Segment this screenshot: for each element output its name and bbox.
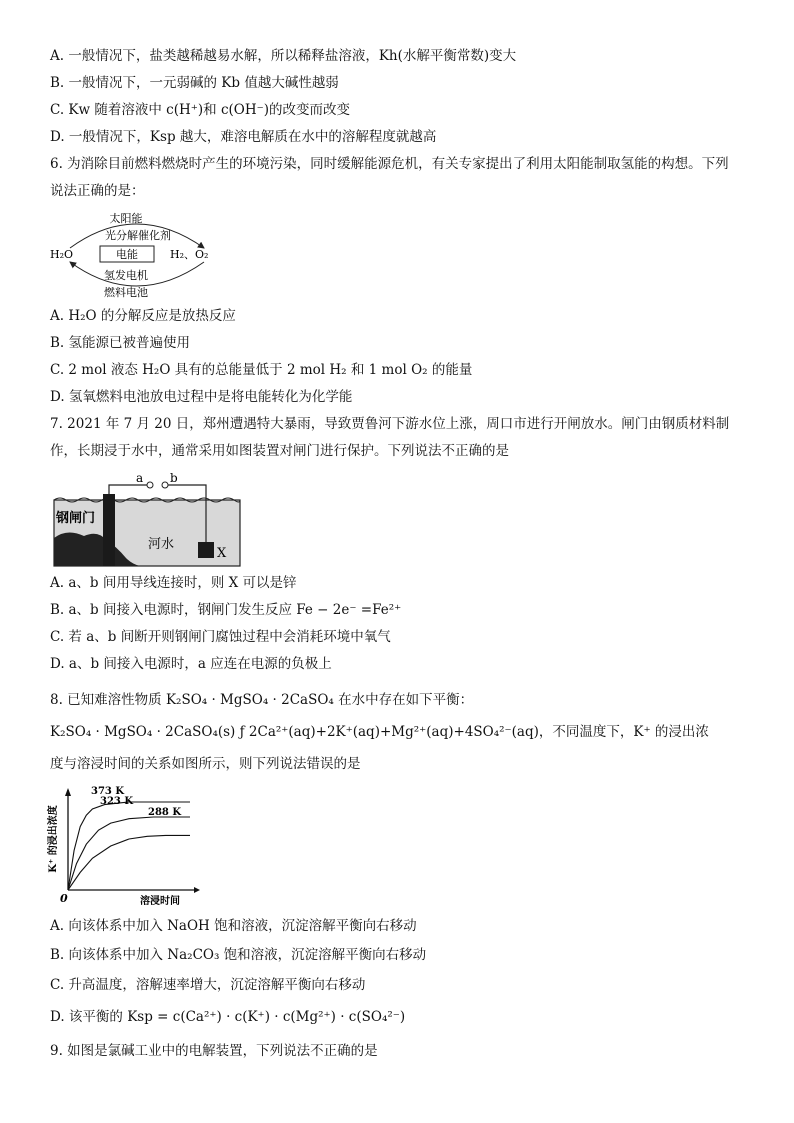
label-gate: 钢闸门 xyxy=(56,511,96,526)
q8-option-c: C. 升高温度，溶解速率增大，沉淀溶解平衡向右移动 xyxy=(50,977,366,993)
chart-y-axis-arrow xyxy=(65,788,71,796)
diagram-label-electricity: 电能 xyxy=(116,248,138,261)
diagram-label-catalyst: 光分解催化剂 xyxy=(105,229,171,242)
q6-option-b: B. 氢能源已被普遍使用 xyxy=(50,335,191,351)
label-a: a xyxy=(136,471,144,485)
chart-origin-label: 0 xyxy=(60,892,68,905)
chart-y-axis-label: K⁺ 的浸出浓度 xyxy=(48,805,59,873)
electrode-x xyxy=(198,542,214,558)
chart-x-axis-arrow xyxy=(194,887,200,893)
q7-sluice-gate-diagram xyxy=(52,466,242,568)
q7-option-d: D. a、b 间接入电源时，a 应连在电源的负极上 xyxy=(50,656,332,672)
series-label-323-k: 323 K xyxy=(100,796,134,807)
q6-option-a: A. H₂O 的分解反应是放热反应 xyxy=(50,308,236,324)
series-label-373-k: 373 K xyxy=(91,786,125,797)
q6-stem-line-2: 说法正确的是： xyxy=(50,183,145,199)
label-river: 河水 xyxy=(148,537,175,552)
q8-stem-line-3: 度与溶浸时间的关系如图所示，则下列说法错误的是 xyxy=(50,756,361,772)
q8-stem-line-1: 8. 已知难溶性物质 K₂SO₄ · MgSO₄ · 2CaSO₄ 在水中存在如下平衡： xyxy=(50,692,474,708)
terminal-a xyxy=(147,482,153,488)
q7-stem-line-1: 7. 2021 年 7 月 20 日，郑州遭遇特大暴雨，导致贾鲁河下游水位上涨，周口市进行开闸放水。闸门由钢质材料制 xyxy=(50,416,730,432)
q7-option-c: C. 若 a、b 间断开则钢闸门腐蚀过程中会消耗环境中氧气 xyxy=(50,629,391,645)
diagram-label-products: H₂、O₂ xyxy=(170,248,209,261)
q8-option-a: A. 向该体系中加入 NaOH 饱和溶液，沉淀溶解平衡向右移动 xyxy=(50,918,417,934)
q5-option-b: B. 一般情况下，一元弱碱的 Kb 值越大碱性越弱 xyxy=(50,75,339,91)
diagram-label-water: H₂O xyxy=(50,248,74,261)
q7-option-a: A. a、b 间用导线连接时，则 X 可以是锌 xyxy=(50,575,297,591)
q8-leaching-chart xyxy=(44,784,204,908)
label-b: b xyxy=(170,471,178,485)
q5-option-a: A. 一般情况下，盐类越稀越易水解，所以稀释盐溶液，Kh(水解平衡常数)变大 xyxy=(50,48,517,64)
q8-stem-line-2: K₂SO₄ · MgSO₄ · 2CaSO₄(s) ƒ 2Ca²⁺(aq)+2K⁺(aq)+Mg²⁺(aq)+4SO₄²⁻(aq)，不同温度下，K⁺ 的浸出浓 xyxy=(50,724,709,740)
q5-option-d: D. 一般情况下，Ksp 越大，难溶电解质在水中的溶解程度就越高 xyxy=(50,129,437,145)
steel-gate xyxy=(103,494,115,566)
diagram-label-generator: 氢发电机 xyxy=(104,269,148,282)
chart-x-axis-label: 溶浸时间 xyxy=(140,896,180,907)
series-label-288-k: 288 K xyxy=(148,807,182,818)
q5-option-c: C. Kw 随着溶液中 c(H⁺)和 c(OH⁻)的改变而改变 xyxy=(50,102,350,118)
q8-option-d: D. 该平衡的 Ksp = c(Ca²⁺) · c(K⁺) · c(Mg²⁺) · c(SO₄²⁻) xyxy=(50,1009,406,1025)
q7-stem-line-2: 作，长期浸于水中，通常采用如图装置对闸门进行保护。下列说法不正确的是 xyxy=(50,443,509,459)
terminal-b xyxy=(162,482,168,488)
label-x: X xyxy=(217,546,227,561)
q6-stem-line-1: 6. 为消除目前燃料燃烧时产生的环境污染，同时缓解能源危机，有关专家提出了利用太阳能制取氢能的构想。下列 xyxy=(50,156,729,172)
q6-energy-cycle-diagram xyxy=(48,208,223,300)
q6-option-c: C. 2 mol 液态 H₂O 具有的总能量低于 2 mol H₂ 和 1 mol O₂ 的能量 xyxy=(50,362,473,378)
wire-a xyxy=(109,485,147,494)
q7-option-b: B. a、b 间接入电源时，钢闸门发生反应 Fe − 2e⁻ =Fe²⁺ xyxy=(50,602,402,618)
series-line-323-k xyxy=(68,817,190,890)
q9-stem: 9. 如图是氯碱工业中的电解装置，下列说法不正确的是 xyxy=(50,1043,378,1059)
q8-option-b: B. 向该体系中加入 Na₂CO₃ 饱和溶液，沉淀溶解平衡向右移动 xyxy=(50,947,427,963)
q6-option-d: D. 氢氧燃料电池放电过程中是将电能转化为化学能 xyxy=(50,389,353,405)
diagram-label-fuel-cell: 燃料电池 xyxy=(104,286,148,299)
diagram-label-solar: 太阳能 xyxy=(109,212,143,225)
